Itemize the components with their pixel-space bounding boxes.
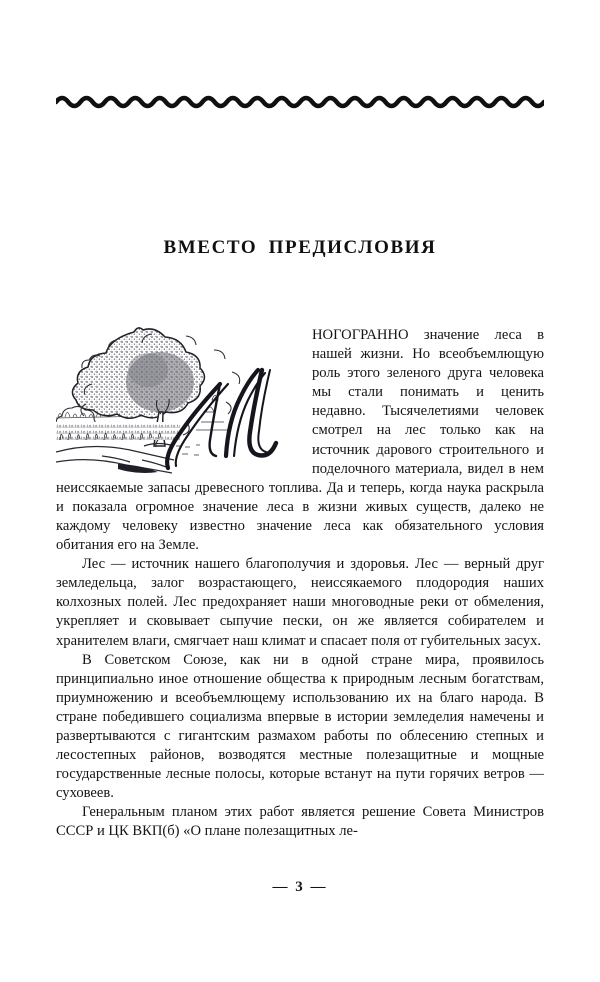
- paragraph-text: Генеральным планом этих работ является решение Совета Министров СССР и ЦК ВКП(б) «О плане полезащитных ле-: [56, 804, 544, 840]
- paragraph-text: В Советском Союзе, как ни в одной стране мира, проявилось принципиально иное отношение общества к природным лесным богатствам, приумножению и всеобъемлющему использованию их на благо народа. В стране победившего социализма впервые в истории земледелия намечены и развертываются с гигантским размахом работы по облесению степных и лесостепных районов, возводятся местные полезащитные и мощные государственные лесные полосы, которые встанут на пути горячих ветров — суховеев.: [56, 651, 544, 802]
- page-number: — 3 —: [272, 879, 328, 895]
- wavy-rule-ornament: [56, 90, 544, 112]
- paragraph: [56, 326, 544, 555]
- paragraph: [56, 651, 544, 804]
- body-text-block: [56, 326, 544, 842]
- paragraph-text: НОГОГРАННО значение леса в нашей жизни. Но всеобъемлющую роль этого зеленого друга человека мы стали понимать и ценить недавно. Тысячелетиями человек смотрел на лес только как на источник дарового строительного и поделочного материала, видел в нем неиссякаемые запасы древесного топлива. Да и теперь, когда наука раскрыла и показала огромное значение леса в жизни живых существ, далеко не каждому человеку известно значение леса как обязательного условия обитания его на Земле.: [56, 327, 544, 554]
- drop-cap-oak-tree-engraving: [56, 326, 308, 474]
- paragraph: [56, 803, 544, 841]
- paragraph: [56, 555, 544, 650]
- chapter-title: ВМЕСТО ПРЕДИСЛОВИЯ: [163, 237, 437, 258]
- paragraph-text: Лес — источник нашего благополучия и здоровья. Лес — верный друг земледельца, залог возрастающего, неиссякаемого плодородия наших колхозных полей. Лес предохраняет наши многоводные реки от обмеления, укрепляет и сковывает сыпучие пески, он же является собирателем и хранителем влаги, смягчает наш климат и спасает поля от губительных засух.: [56, 556, 544, 649]
